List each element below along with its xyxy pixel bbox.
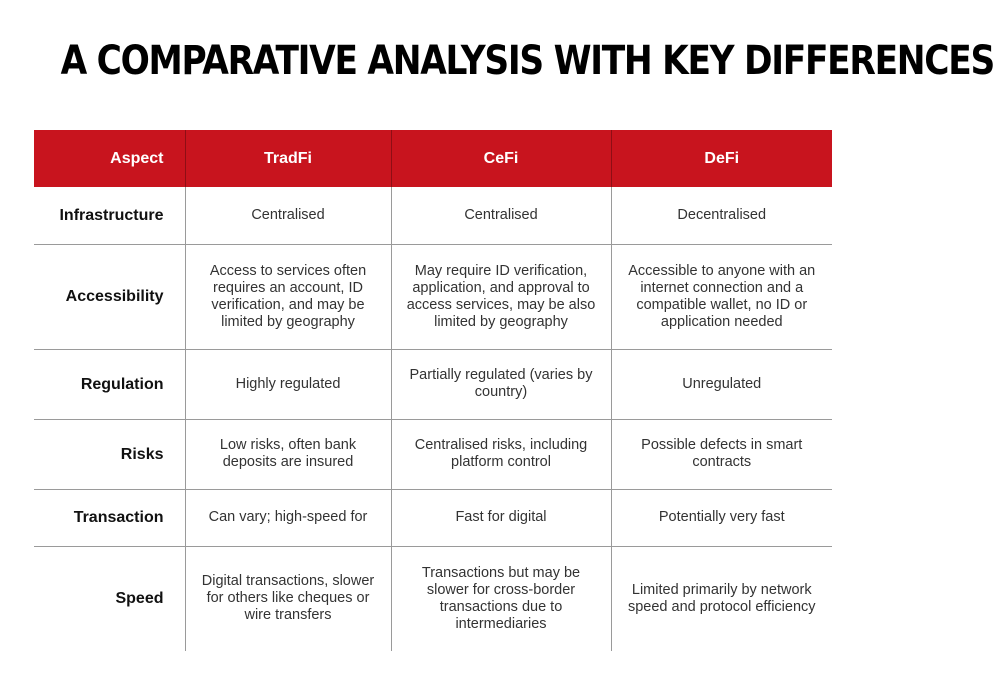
row-aspect: Transaction [34, 489, 185, 546]
header-defi: DeFi [611, 130, 832, 187]
cell-defi: Potentially very fast [611, 489, 832, 546]
row-aspect: Regulation [34, 349, 185, 419]
row-aspect: Speed [34, 546, 185, 651]
header-tradfi: TradFi [185, 130, 391, 187]
cell-defi: Accessible to anyone with an internet connection and a compatible wallet, no ID or application needed [611, 244, 832, 349]
table-row [34, 489, 832, 546]
row-aspect: Accessibility [34, 244, 185, 349]
table-row [34, 419, 832, 489]
cell-tradfi: Centralised [185, 187, 391, 244]
cell-cefi: Centralised [391, 187, 611, 244]
cell-tradfi: Access to services often requires an account, ID verification, and may be limited by geography [185, 244, 391, 349]
header-row [34, 130, 832, 187]
cell-defi: Decentralised [611, 187, 832, 244]
header-aspect: Aspect [34, 130, 185, 187]
row-aspect: Infrastructure [59, 206, 164, 224]
cell-tradfi: Low risks, often bank deposits are insured [185, 419, 391, 489]
page-title: A COMPARATIVE ANALYSIS WITH KEY DIFFERENCES [60, 38, 994, 84]
cell-cefi: Partially regulated (varies by country) [391, 349, 611, 419]
cell-cefi: Centralised risks, including platform control [391, 419, 611, 489]
table-row [34, 187, 832, 244]
cell-tradfi: Digital transactions, slower for others like cheques or wire transfers [185, 546, 391, 651]
header-cefi: CeFi [391, 130, 611, 187]
cell-tradfi: Highly regulated [185, 349, 391, 419]
table-row [34, 349, 832, 419]
row-aspect: Risks [34, 419, 185, 489]
cell-cefi: May require ID verification, application, and approval to access services, may be also limited by geography [391, 244, 611, 349]
cell-cefi: Fast for digital [391, 489, 611, 546]
cell-cefi: Transactions but may be slower for cross-border transactions due to intermediaries [391, 546, 611, 651]
cell-defi: Unregulated [611, 349, 832, 419]
table-row [34, 546, 832, 651]
cell-defi: Possible defects in smart contracts [611, 419, 832, 489]
table-row [34, 244, 832, 349]
cell-tradfi: Can vary; high-speed for [185, 489, 391, 546]
cell-defi: Limited primarily by network speed and protocol efficiency [611, 546, 832, 651]
comparison-table [34, 130, 832, 651]
